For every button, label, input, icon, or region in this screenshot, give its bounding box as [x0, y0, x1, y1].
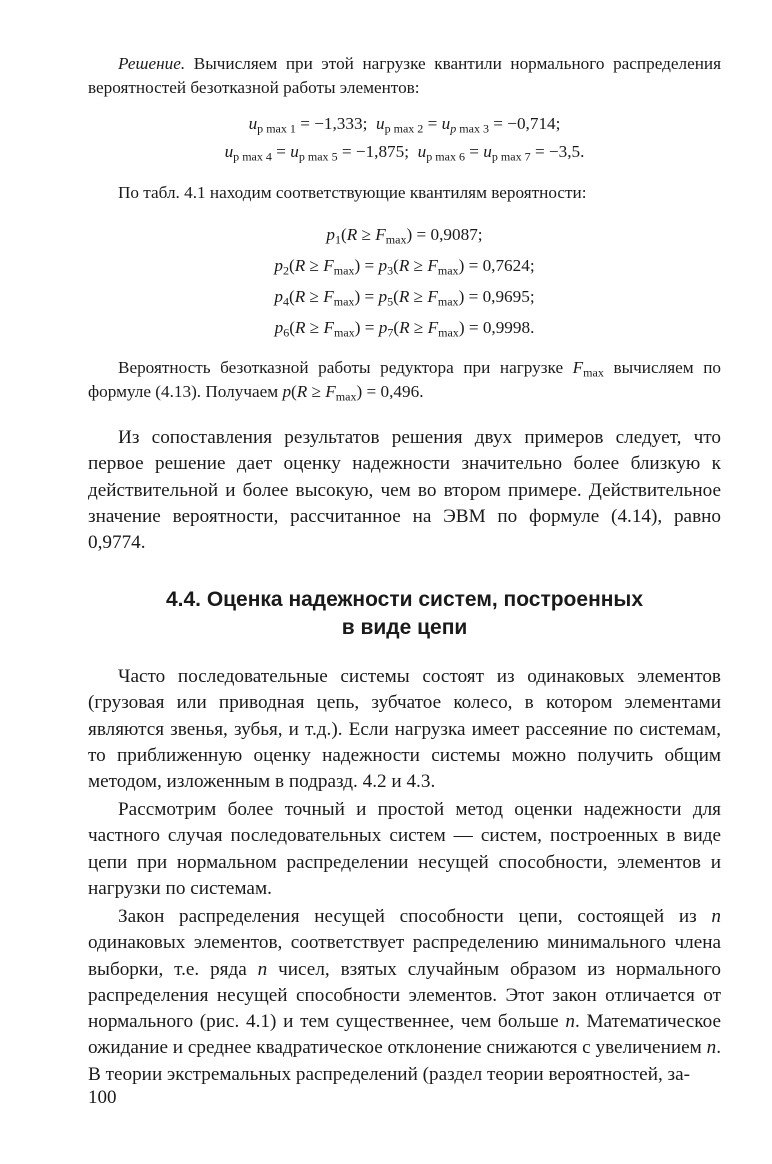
quantile-equation-2: $u_{p max 4} = u_{p max 5} = -1,875$; $u_{p max 6} = u_{p max 7} = -3,5$.	[224, 142, 585, 164]
section-heading-line-2: в виде цепи	[341, 616, 468, 639]
page-number: 100	[88, 1087, 117, 1108]
reducer-probability-paragraph: Вероятность безотказной работы редуктора при нагрузке $F_{max}$ вычисляем по формуле (4.13). Получаем $p(R \ge F_{max}) = 0,496$.	[88, 358, 721, 404]
solution-label: Решение.	[118, 54, 186, 73]
probability-equation-3: $p_4(R \ge F_{max}) = p_5(R \ge F_{max}) = 0,9695$;	[274, 287, 535, 309]
probability-equation-4: $p_6(R \ge F_{max}) = p_7(R \ge F_{max}) = 0,9998$.	[274, 318, 535, 340]
probability-equation-2: $p_2(R \ge F_{max}) = p_3(R \ge F_{max}) = 0,7624$;	[274, 256, 535, 278]
section-heading-line-1: 4.4. Оценка надежности систем, построенных	[165, 588, 644, 611]
quantile-equation-1: $u_{p max 1} = -1,333$; $u_{p max 2} = u_{p max 3} = -0,714$;	[248, 114, 561, 136]
method-paragraph: Рассмотрим более точный и простой метод оценки надежности для частного случая последовательных систем — систем, построенных в виде цепи при нормальном распределении несущей способности, элементов и нагрузки по системам.	[88, 799, 721, 899]
solution-text: Вычисляем при этой нагрузке квантили нормального распределения вероятностей безотказной работы элементов:	[88, 54, 721, 97]
solution-paragraph	[88, 52, 721, 100]
distribution-law-paragraph: Закон распределения несущей способности цепи, состоящей из n одинаковых элементов, соответствует распределению минимального члена выборки, т.е. ряда n чисел, взятых случайным образом из нормального распределения несущей способности элементов. Этот закон отличается от нормального (рис. 4.1) и тем существеннее, чем больше n. Математическое ожидание и среднее квадратическое отклонение снижаются с увеличением n. В теории экстремальных распределений (раздел теории вероятностей, за-	[88, 906, 722, 1085]
table-reference-paragraph: По табл. 4.1 находим соответствующие квантилям вероятности:	[118, 183, 587, 202]
comparison-paragraph: Из сопоставления результатов решения двух примеров следует, что первое решение дает оценку надежности значительно более близкую к действительной и более высокую, чем во втором примере. Действительное значение вероятности, рассчитанное на ЭВМ по формуле (4.14), равно 0,9774.	[88, 427, 721, 554]
probability-equation-1: $p_1(R \ge F_{max}) = 0,9087$;	[326, 225, 483, 247]
chain-intro-paragraph: Часто последовательные системы состоят из одинаковых элементов (грузовая или приводная цепь, зубчатое колесо, в котором элементами являются звенья, зубья, и т.д.). Если нагрузка имеет рассеяние по системам, то приближенную оценку надежности системы можно получить общим методом, изложенным в подразд. 4.2 и 4.3.	[88, 666, 721, 793]
